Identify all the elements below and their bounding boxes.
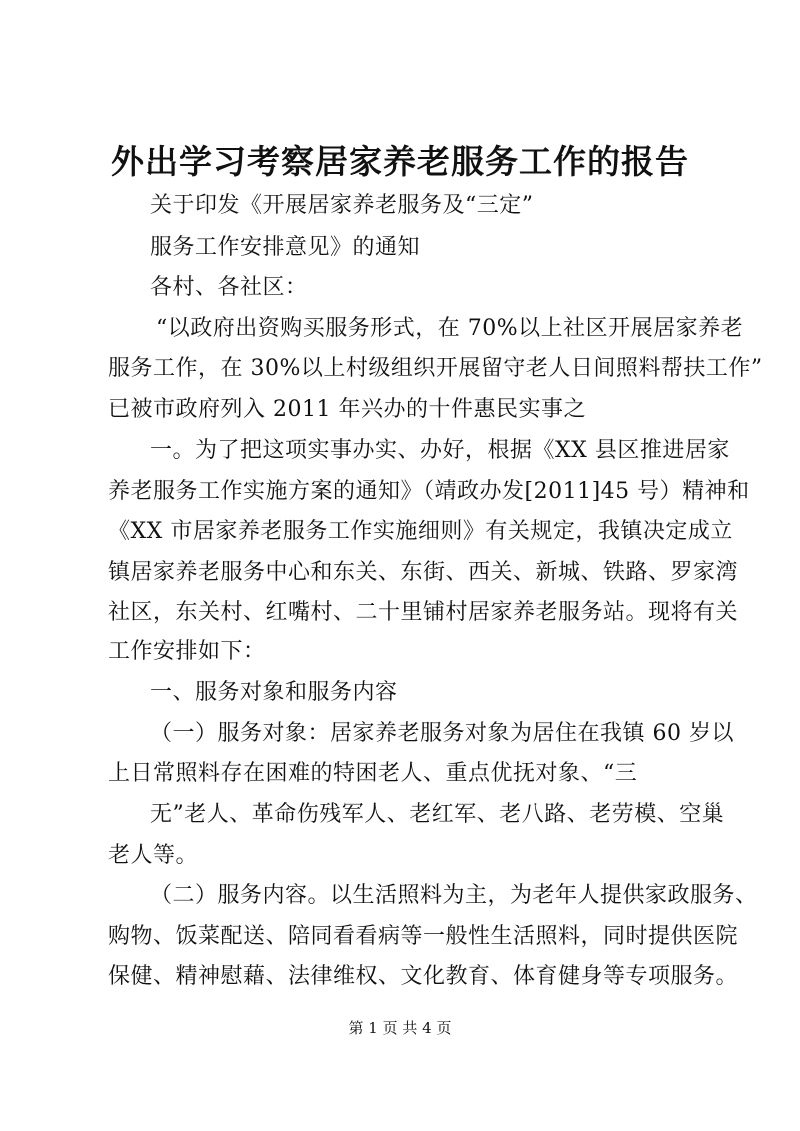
text-line: “以政府出资购买服务形式，在 70%以上社区开展居家养老 bbox=[156, 316, 744, 341]
text-line: 养老服务工作实施方案的通知》（靖政办发[2011]45 号）精神和 bbox=[108, 479, 750, 504]
text-line: （二）服务内容。以生活照料为主，为老年人提供家政服务、 bbox=[150, 883, 758, 908]
text-line: 镇居家养老服务中心和东关、东街、西关、新城、铁路、罗家湾 bbox=[108, 560, 739, 585]
text-line: 一。为了把这项实事办实、办好，根据《XX 县区推进居家 bbox=[150, 438, 730, 463]
document-title: 外出学习考察居家养老服务工作的报告 bbox=[111, 142, 689, 181]
text-line: 社区，东关村、红嘴村、二十里铺村居家养老服务站。现将有关 bbox=[108, 600, 739, 625]
page-footer: 第 1 页 共 4 页 bbox=[348, 1019, 452, 1037]
text-line: 已被市政府列入 2011 年兴办的十件惠民实事之 bbox=[108, 397, 586, 422]
text-line: 关于印发《开展居家养老服务及“三定” bbox=[150, 193, 534, 218]
text-line: 服务工作，在 30%以上村级组织开展留守老人日间照料帮扶工作” bbox=[108, 356, 763, 381]
text-line: 无”老人、革命伤残军人、老红军、老八路、老劳模、空巢 bbox=[150, 802, 725, 827]
text-line: 服务工作安排意见》的通知 bbox=[150, 235, 421, 260]
text-line: （一）服务对象：居家养老服务对象为居住在我镇 60 岁以 bbox=[150, 721, 734, 746]
text-line: 工作安排如下： bbox=[108, 639, 266, 664]
text-line: 上日常照料存在困难的特困老人、重点优抚对象、“三 bbox=[108, 761, 638, 786]
text-line: 保健、精神慰藉、法律维权、文化教育、体育健身等专项服务。 bbox=[108, 964, 739, 989]
text-line: 《XX 市居家养老服务工作实施细则》有关规定，我镇决定成立 bbox=[108, 519, 733, 544]
text-line: 老人等。 bbox=[108, 843, 199, 868]
text-line: 各村、各社区： bbox=[150, 275, 308, 300]
section-heading: 一、服务对象和服务内容 bbox=[150, 680, 398, 705]
text-line: 购物、饭菜配送、陪同看看病等一般性生活照料，同时提供医院 bbox=[108, 924, 739, 949]
